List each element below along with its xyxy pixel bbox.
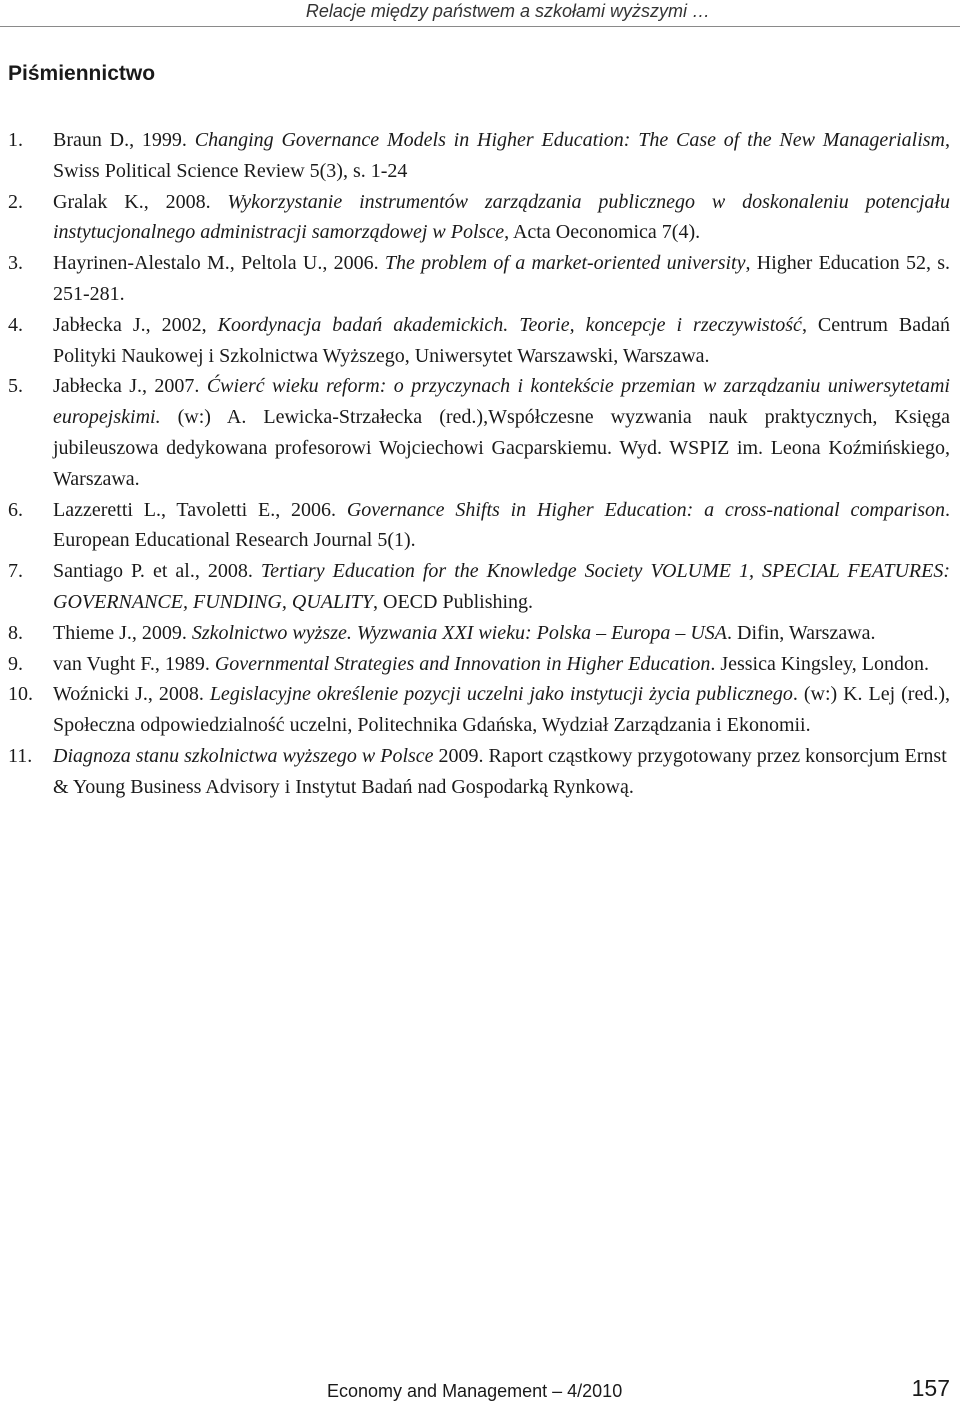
reference-item xyxy=(8,649,950,680)
reference-number: 7. xyxy=(8,560,23,583)
reference-title: Changing Governance Models in Higher Education: The Case of the New Managerialism xyxy=(194,129,945,151)
reference-source: . Jessica Kingsley, London. xyxy=(710,652,929,675)
reference-number: 5. xyxy=(8,375,23,398)
reference-title: Governmental Strategies and Innovation in Higher Education xyxy=(214,652,711,675)
reference-author-year: Gralak K., 2008. xyxy=(53,190,228,213)
reference-number: 10. xyxy=(8,683,33,706)
journal-name: Economy and Management – 4/2010 xyxy=(327,1381,623,1401)
reference-author-year: van Vught F., 1989. xyxy=(53,652,215,675)
reference-item xyxy=(8,556,950,618)
section-title: Piśmiennictwo xyxy=(8,62,156,85)
reference-number: 3. xyxy=(8,252,23,275)
reference-source: . (w:) K. Lej (red.), Społeczna odpowiedzialność uczelni, Politechnika Gdańska, Wydział Zarządzania i Ekonomii. xyxy=(53,683,950,737)
reference-list xyxy=(8,125,950,803)
reference-item xyxy=(8,248,950,310)
reference-number: 9. xyxy=(8,652,23,675)
reference-source: , Higher Education 52, s. 251-281. xyxy=(53,252,951,305)
reference-source: , OECD Publishing. xyxy=(373,590,534,613)
reference-title: Tertiary Education for the Knowledge Society VOLUME 1, SPECIAL FEATURES: GOVERNANCE, FUNDING, QUALITY xyxy=(53,560,950,613)
reference-title: Koordynacja badań akademickich. Teorie, koncepcje i rzeczywistość xyxy=(217,313,802,336)
reference-item xyxy=(8,310,950,372)
reference-source: , Swiss Political Science Review 5(3), s. 1-24 xyxy=(53,129,950,182)
reference-item xyxy=(8,371,950,494)
reference-number: 2. xyxy=(8,190,23,213)
reference-source: , Acta Oeconomica 7(4). xyxy=(504,221,701,244)
reference-source: . Difin, Warszawa. xyxy=(727,621,876,644)
reference-source: . European Educational Research Journal 5(1). xyxy=(53,498,950,552)
reference-title: Legislacyjne określenie pozycji uczelni jako instytucji życia publicznego xyxy=(209,683,793,706)
page-footer xyxy=(0,1374,960,1406)
reference-source: 2009. Raport cząstkowy przygotowany przez konsorcjum Ernst & Young Business Advisory i Instytut Badań nad Gospodarką Rynkową. xyxy=(53,744,947,798)
reference-author-year: Jabłecka J., 2002, xyxy=(53,313,218,336)
reference-author-year: Lazzeretti L., Tavoletti E., 2006. xyxy=(53,498,347,521)
running-title: Relacje między państwem a szkołami wyższymi … xyxy=(305,1,710,21)
reference-author-year: Braun D., 1999. xyxy=(53,129,195,151)
reference-source: , Centrum Badań Polityki Naukowej i Szkolnictwa Wyższego, Uniwersytet Warszawski, Warszawa. xyxy=(53,313,950,367)
page-number: 157 xyxy=(911,1375,950,1401)
reference-number: 4. xyxy=(8,313,23,336)
reference-author-year: Woźnicki J., 2008. xyxy=(53,683,210,706)
reference-title: Wykorzystanie instrumentów zarządzania publicznego w doskonaleniu potencjału instytucjonalnego administracji samorządowej w Polsce xyxy=(53,190,950,244)
reference-title: Governance Shifts in Higher Education: a cross-national comparison xyxy=(346,498,945,521)
reference-item xyxy=(8,679,950,741)
reference-item xyxy=(8,618,950,649)
reference-number: 11. xyxy=(8,744,33,767)
reference-author-year: Santiago P. et al., 2008. xyxy=(53,560,261,583)
reference-title: Diagnoza stanu szkolnictwa wyższego w Polsce xyxy=(53,744,434,767)
reference-author-year: Hayrinen-Alestalo M., Peltola U., 2006. xyxy=(53,252,385,275)
reference-author-year: Thieme J., 2009. xyxy=(53,621,192,644)
reference-title: Ćwierć wieku reform: o przyczynach i kontekście przemian w zarządzaniu uniwersytetami europejskimi. xyxy=(53,375,950,429)
reference-item xyxy=(8,125,950,187)
reference-number: 1. xyxy=(8,129,23,151)
running-header xyxy=(0,0,960,27)
reference-item xyxy=(8,187,950,249)
reference-title: The problem of a market-oriented university xyxy=(384,252,746,275)
reference-source: (w:) A. Lewicka-Strzałecka (red.),Współczesne wyzwania nauk praktycznych, Księga jubileuszowa dedykowana profesorowi Wojciechowi Gacparskiemu. Wyd. WSPIZ im. Leona Koźmińskiego, Warszawa. xyxy=(53,406,950,490)
reference-title: Szkolnictwo wyższe. Wyzwania XXI wieku: Polska – Europa – USA xyxy=(191,621,728,644)
reference-item xyxy=(8,495,950,557)
reference-author-year: Jabłecka J., 2007. xyxy=(53,375,207,398)
reference-item xyxy=(8,741,950,803)
reference-number: 6. xyxy=(8,498,23,521)
reference-number: 8. xyxy=(8,621,23,644)
